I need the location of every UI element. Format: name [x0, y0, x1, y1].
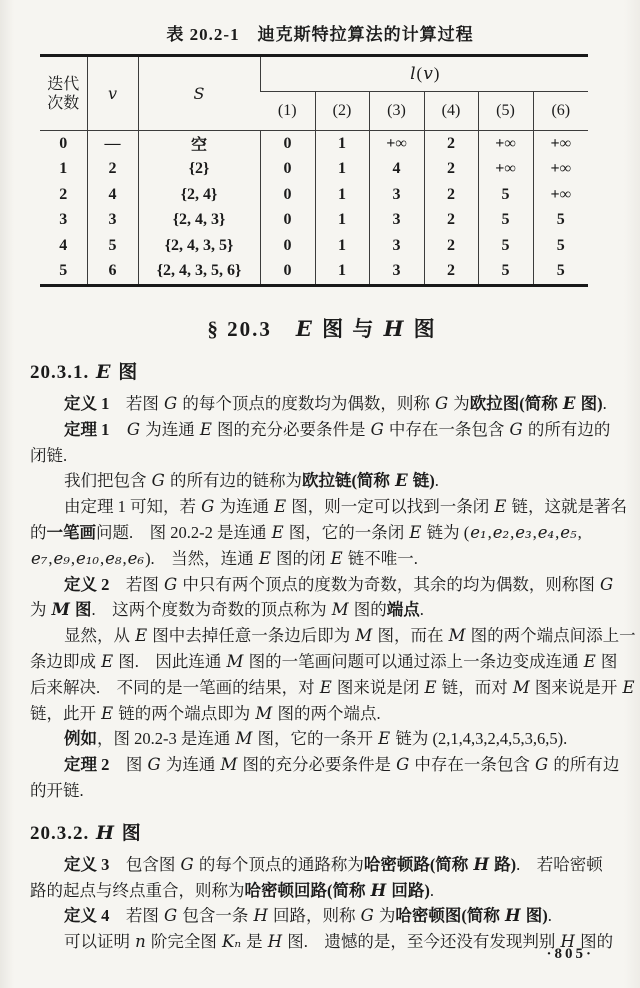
- table-cell: 1: [315, 259, 369, 286]
- text-line: 定义 2 若图 G 中只有两个顶点的度数为奇数，其余的均为偶数，则称图 G: [64, 574, 614, 594]
- table-cell: 2: [87, 157, 138, 183]
- table-cell: 5: [533, 233, 588, 259]
- table-cell: 5: [478, 259, 533, 286]
- table-subheader-cell: (4): [424, 92, 478, 131]
- table-cell: {2, 4, 3}: [138, 208, 260, 234]
- table-cell: 1: [315, 157, 369, 183]
- table-row: [40, 233, 588, 259]
- text-line: 路的起点与终点重合，则称为哈密顿回路(简称 H 回路).: [30, 880, 434, 900]
- table-cell: 空: [138, 131, 260, 157]
- text-line: 定理 2 图 G 为连通 M 图的充分必要条件是 G 中存在一条包含 G 的所有边: [64, 755, 620, 775]
- table-cell: {2, 4}: [138, 182, 260, 208]
- table-cell: 0: [260, 259, 315, 286]
- table-cell: +∞: [533, 157, 588, 183]
- table-cell: {2, 4, 3, 5}: [138, 233, 260, 259]
- table-subheader-cell: (1): [260, 92, 315, 131]
- dijkstra-table: [40, 54, 588, 287]
- table-header: [40, 56, 588, 131]
- table-row: [40, 157, 588, 183]
- table-header-s: S: [138, 56, 260, 131]
- table-cell: 2: [424, 233, 478, 259]
- table-cell: 4: [369, 157, 424, 183]
- subheading: 20.3.1. E 图: [30, 361, 139, 383]
- table-cell: 0: [260, 157, 315, 183]
- text-line: 定义 3 包含图 G 的每个顶点的通路称为哈密顿路(简称 H 路). 若哈密顿: [64, 854, 603, 874]
- table-cell: 2: [59, 185, 68, 203]
- text-line: 为 M 图. 这两个度数为奇数的顶点称为 M 图的端点.: [30, 600, 424, 620]
- table-body: [40, 131, 588, 286]
- table-cell: +∞: [533, 182, 588, 208]
- table-cell: 0: [260, 208, 315, 234]
- text-line: 例如，图 20.2-3 是连通 M 图，它的一条开 E 链为 (2,1,4,3,2,4,5,3,6,5).: [64, 729, 568, 749]
- table-cell: +∞: [478, 157, 533, 183]
- table-cell: 0: [260, 182, 315, 208]
- subheading: 20.3.2. H 图: [30, 821, 142, 844]
- text-line: 显然，从 E 图中去掉任意一条边后即为 M 图，而在 M 图的两个端点间添上一: [64, 626, 636, 646]
- table-cell: 1: [315, 131, 369, 157]
- table-row: [40, 182, 588, 208]
- text-line: e₇,e₉,e₁₀,e₈,e₆). 当然，连通 E 图的闭 E 链不唯一.: [31, 548, 418, 568]
- table-cell: 3: [369, 233, 424, 259]
- text-line: 的开链.: [30, 780, 84, 800]
- table-header-lv: l(v): [260, 56, 588, 92]
- table-cell: 5: [59, 262, 68, 280]
- table-cell: 1: [315, 182, 369, 208]
- text-line: 的一笔画问题. 图 20.2-2 是连通 E 图，它的一条闭 E 链为 (e₁,e₂,e₃,e₄,e₅,: [30, 522, 582, 542]
- table-cell: 5: [478, 182, 533, 208]
- table-caption: 表 20.2-1 迪克斯特拉算法的计算过程: [166, 25, 474, 44]
- table-cell: 3: [369, 259, 424, 286]
- table-cell: 4: [59, 236, 68, 254]
- table-subheader-cell: (3): [369, 92, 424, 131]
- table-header-iteration: 迭代次数: [40, 56, 87, 131]
- table-row: [40, 259, 588, 286]
- text-line: 可以证明 n 阶完全图 Kₙ 是 H 图. 遗憾的是，至今还没有发现判别 H 图的: [64, 932, 614, 952]
- table-subheader-cell: (5): [478, 92, 533, 131]
- table-cell: {2, 4, 3, 5, 6}: [138, 259, 260, 286]
- table-cell: +∞: [369, 131, 424, 157]
- table-cell: 2: [424, 208, 478, 234]
- table-cell: 0: [260, 233, 315, 259]
- content: [0, 313, 640, 955]
- section-title: § 20.3 E 图 与 H 图: [207, 316, 437, 341]
- text-line: 条边即成 E 图. 因此连通 M 图的一笔画问题可以通过添上一条边变成连通 E 图: [30, 651, 618, 671]
- text-line: 定义 4 若图 G 包含一条 H 回路，则称 G 为哈密顿图(简称 H 图).: [64, 906, 552, 926]
- table-subheader-cell: (2): [315, 92, 369, 131]
- text-line: 定义 1 若图 G 的每个顶点的度数均为偶数，则称 G 为欧拉图(简称 E 图).: [64, 394, 607, 413]
- table-cell: 1: [315, 208, 369, 234]
- text-line: 我们把包含 G 的所有边的链称为欧拉链(简称 E 链).: [64, 471, 439, 491]
- table-cell: 1: [59, 160, 68, 178]
- table-cell: 3: [87, 208, 138, 234]
- table-row: [40, 131, 588, 157]
- table-cell: 3: [369, 208, 424, 234]
- text-line: 闭链.: [30, 445, 68, 465]
- table-cell: +∞: [533, 131, 588, 157]
- table-subheader-cell: (6): [533, 92, 588, 131]
- table-cell: 2: [424, 259, 478, 286]
- table-cell: 1: [315, 233, 369, 259]
- text-line: 定理 1 G 为连通 E 图的充分必要条件是 G 中存在一条包含 G 的所有边的: [64, 419, 611, 439]
- table-cell: 3: [369, 182, 424, 208]
- table-cell: 6: [87, 259, 138, 286]
- table-header-row: [40, 56, 588, 92]
- table-cell: 3: [59, 211, 68, 229]
- table-cell: —: [87, 131, 138, 157]
- table-cell: 5: [478, 233, 533, 259]
- table-cell: +∞: [478, 131, 533, 157]
- table-cell: {2}: [138, 157, 260, 183]
- table-cell: 2: [424, 182, 478, 208]
- table-row: [40, 208, 588, 234]
- text-line: 链，此开 E 链的两个端点即为 M 图的两个端点.: [30, 703, 381, 723]
- table-cell: 0: [260, 131, 315, 157]
- table-cell: 2: [424, 157, 478, 183]
- table-header-v: v: [87, 56, 138, 131]
- table-cell: 5: [533, 259, 588, 286]
- page-number: ·805·: [546, 946, 594, 962]
- table-cell: 4: [87, 182, 138, 208]
- table-cell: 5: [87, 233, 138, 259]
- table-cell: 5: [533, 208, 588, 234]
- table-cell: 5: [478, 208, 533, 234]
- text-line: 后来解决. 不同的是一笔画的结果，对 E 图来说是闭 E 链，而对 M 图来说是开 E: [30, 677, 635, 697]
- text-line: 由定理 1 可知，若 G 为连通 E 图，则一定可以找到一条闭 E 链，这就是著名: [64, 497, 628, 517]
- table-cell: 2: [424, 131, 478, 157]
- table-cell: 0: [59, 134, 68, 152]
